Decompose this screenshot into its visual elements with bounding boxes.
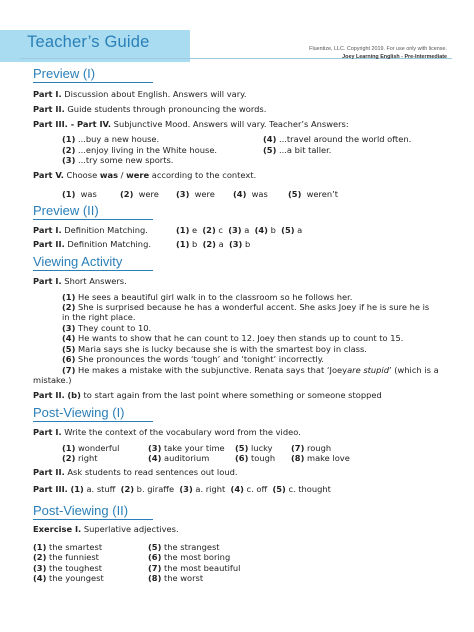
vocab-item [291, 443, 331, 453]
copyright-notice: Fluentize, LLC. Copyright 2019. For use only with license. [309, 46, 447, 52]
section-underline [33, 421, 153, 422]
answer-number: (8) [291, 453, 305, 463]
answer-italic: are stupid [347, 365, 389, 375]
answer-text: the strangest [164, 542, 220, 552]
answer-text: the toughest [49, 563, 103, 573]
answer-text: the most boring [164, 552, 231, 562]
answer-text: e [192, 225, 198, 235]
answer-item [33, 552, 99, 562]
answer-text: auditorium [164, 453, 210, 463]
vocab-item [148, 443, 225, 453]
choice-separator: / [120, 170, 124, 180]
answer-item [148, 563, 240, 573]
answer-item [62, 344, 367, 354]
answer-text: b [244, 239, 251, 249]
part-text: Write the context of the vocabulary word from the video. [64, 427, 301, 437]
choice-word: were [126, 170, 150, 180]
answer-text: They count to 10. [78, 323, 152, 333]
answer-number: (2) [62, 145, 76, 155]
part-label: Part III. - Part IV. [33, 119, 112, 129]
choice-word: was [99, 170, 119, 180]
answer-number: (3) [62, 155, 76, 165]
preview1-part5 [33, 170, 256, 180]
answer-item [62, 134, 159, 144]
answer-number: (3) [179, 484, 193, 494]
answer-item [33, 573, 104, 583]
answer-item [62, 333, 403, 343]
vocab-item [148, 453, 209, 463]
answer-number: (3) [228, 239, 243, 249]
answer-number: (6) [148, 552, 162, 562]
answer-text: tough [251, 453, 276, 463]
answer-text: ...a bit taller. [279, 145, 332, 155]
preview1-part2 [33, 104, 266, 114]
answer-number: (2) [202, 225, 216, 235]
exercise-text: Superlative adjectives. [83, 524, 179, 534]
answer-text: Maria says she is lucky because she is with the smartest boy in class. [78, 344, 367, 354]
answer-number: (1) [70, 484, 84, 494]
part-label: Part I. [33, 427, 62, 437]
answer-text: ...try some new sports. [78, 155, 174, 165]
part-text: Discussion about English. Answers will vary. [64, 89, 247, 99]
answer-number: (3) [148, 443, 162, 453]
answer-text: rough [307, 443, 332, 453]
preview2-part1 [33, 225, 148, 235]
answer-text: He sees a beautiful girl walk in to the classroom so he follows her. [78, 292, 353, 302]
part-text: Choose [66, 170, 98, 180]
viewing-part2 [33, 390, 382, 400]
answer-item [62, 323, 151, 333]
viewing-part1 [33, 276, 127, 286]
answer-number: (5) [235, 443, 249, 453]
answer-text: was [251, 189, 268, 199]
answer-number: (2) [33, 552, 47, 562]
answer-item [33, 542, 102, 552]
answer-item [148, 542, 220, 552]
answer-text: ...enjoy living in the White house. [78, 145, 218, 155]
answer-number: (b) [67, 390, 81, 400]
section-underline [33, 519, 153, 520]
answer-item [176, 189, 215, 199]
answer-number: (2) [62, 453, 76, 463]
answer-text: lucky [251, 443, 273, 453]
part-label: Part III. [33, 484, 68, 494]
answer-number: (3) [33, 563, 47, 573]
post1-part2 [33, 467, 237, 477]
answer-text: in the right place. [62, 312, 136, 322]
answer-number: (5) [62, 344, 76, 354]
answer-number: (5) [272, 484, 286, 494]
answer-number: (7) [148, 563, 162, 573]
exercise-label: Exercise I. [33, 524, 82, 534]
answer-number: (8) [148, 573, 162, 583]
part-label: Part II. [33, 390, 65, 400]
answer-text: make love [307, 453, 350, 463]
answer-item [263, 134, 411, 144]
answer-number: (2) [202, 239, 216, 249]
answer-number: (1) [176, 225, 190, 235]
vocab-item [62, 453, 98, 463]
section-underline [33, 270, 153, 271]
answer-item [62, 145, 217, 155]
answer-number: (7) [291, 443, 305, 453]
answer-number: (1) [33, 542, 47, 552]
vocab-item [62, 443, 119, 453]
answer-item [62, 292, 352, 302]
answer-text: b [192, 239, 198, 249]
answer-number: (5) [148, 542, 162, 552]
section-heading-post-viewing-1: Post-Viewing (I) [33, 405, 125, 420]
answer-number: (1) [62, 292, 76, 302]
answer-item [148, 573, 203, 583]
answer-item [233, 189, 268, 199]
answer-text: mistake.) [33, 375, 72, 385]
answer-item-continuation [33, 375, 72, 385]
answer-number: (6) [62, 354, 76, 364]
answer-item [120, 189, 159, 199]
answer-text: a [244, 225, 250, 235]
part-text: Definition Matching. [64, 225, 148, 235]
section-underline [33, 82, 153, 83]
part-label: Part I. [33, 276, 62, 286]
answer-text: was [80, 189, 97, 199]
preview1-part3-4 [33, 119, 349, 129]
answer-text: were [138, 189, 159, 199]
answer-text: the worst [164, 573, 204, 583]
part-label: Part II. [33, 104, 65, 114]
answer-number: (4) [263, 134, 277, 144]
answer-item [263, 145, 331, 155]
answer-item [62, 365, 439, 375]
vocab-item [291, 453, 350, 463]
answer-number: (1) [62, 134, 76, 144]
answer-text: weren’t [306, 189, 339, 199]
preview1-part1 [33, 89, 247, 99]
vocab-item [235, 443, 273, 453]
answer-item-continuation [62, 312, 136, 322]
answer-number: (3) [176, 189, 190, 199]
answer-number: (3) [62, 323, 76, 333]
answer-number: (4) [254, 225, 268, 235]
part-text: Ask students to read sentences out loud. [67, 467, 238, 477]
part-label: Part I. [33, 225, 62, 235]
answer-item [148, 552, 230, 562]
answer-row [176, 239, 250, 249]
answer-text: b [270, 225, 276, 235]
preview2-part2 [33, 239, 151, 249]
answer-number: (4) [233, 189, 247, 199]
answer-text: the funniest [49, 552, 99, 562]
answer-item [62, 189, 97, 199]
answer-item [62, 354, 324, 364]
answer-number: (5) [288, 189, 302, 199]
part-label: Part I. [33, 89, 62, 99]
course-title: Joey Learning English - Pre-Intermediate [342, 54, 447, 60]
part-text: Short Answers. [64, 276, 127, 286]
answer-number: (4) [230, 484, 244, 494]
answer-text: the smartest [49, 542, 103, 552]
answer-text: She pronounces the words ‘tough’ and ‘tonight’ incorrectly. [78, 354, 325, 364]
answer-number: (2) [120, 189, 134, 199]
section-heading-preview-2: Preview (II) [33, 203, 99, 218]
answer-text: She is surprised because he has a wonderful accent. She asks Joey if he is sure he is [78, 302, 430, 312]
answer-item [62, 302, 429, 312]
answer-text: were [194, 189, 215, 199]
answer-number: (6) [235, 453, 249, 463]
answer-number: (4) [33, 573, 47, 583]
answer-number: (4) [62, 333, 76, 343]
answer-text: He makes a mistake with the subjunctive. Renata says that ‘Joey [78, 365, 348, 375]
section-heading-post-viewing-2: Post-Viewing (II) [33, 503, 129, 518]
section-heading-viewing: Viewing Activity [33, 254, 123, 269]
answer-number: (4) [148, 453, 162, 463]
answer-text: c [218, 225, 223, 235]
answer-number: (1) [62, 443, 76, 453]
answer-text: take your time [164, 443, 225, 453]
answer-item [288, 189, 338, 199]
answer-number: (2) [62, 302, 76, 312]
part-text: according to the context. [151, 170, 257, 180]
answer-number: (1) [62, 189, 76, 199]
part-label: Part V. [33, 170, 64, 180]
answer-text: c. off [246, 484, 268, 494]
answer-text: wonderful [78, 443, 120, 453]
answer-text: a. right [195, 484, 226, 494]
section-underline [33, 219, 153, 220]
part-label: Part II. [33, 467, 65, 477]
answer-number: (5) [281, 225, 295, 235]
answer-text: He wants to show that he can count to 12. Joey then stands up to count to 15. [78, 333, 404, 343]
answer-text: b. giraffe [136, 484, 175, 494]
answer-number: (5) [263, 145, 277, 155]
answer-text: the most beautiful [164, 563, 241, 573]
answer-number: (3) [228, 225, 242, 235]
answer-row [176, 225, 302, 235]
answer-number: (1) [176, 239, 190, 249]
answer-text: ’ (which is a [389, 365, 439, 375]
answer-item [62, 155, 173, 165]
answer-text: right [78, 453, 98, 463]
part-text: to start again from the last point where something or someone stopped [83, 390, 382, 400]
part-text: Subjunctive Mood. Answers will vary. Teacher’s Answers: [113, 119, 349, 129]
answer-item [33, 563, 102, 573]
part-text: Guide students through pronouncing the words. [67, 104, 267, 114]
answer-number: (2) [120, 484, 135, 494]
post1-part1 [33, 427, 301, 437]
post2-exercise1 [33, 524, 179, 534]
answer-text: the youngest [49, 573, 104, 583]
answer-text: a [218, 239, 224, 249]
answer-text: c. thought [288, 484, 331, 494]
part-text: Definition Matching. [67, 239, 151, 249]
page-title: Teacher’s Guide [27, 33, 150, 51]
answer-text: ...buy a new house. [78, 134, 160, 144]
vocab-item [235, 453, 275, 463]
answer-text: ...travel around the world often. [279, 134, 412, 144]
answer-number: (7) [62, 365, 76, 375]
answer-text: a [297, 225, 303, 235]
answer-text: a. stuff [86, 484, 116, 494]
part-label: Part II. [33, 239, 65, 249]
section-heading-preview-1: Preview (I) [33, 66, 96, 81]
post1-part3 [33, 484, 331, 494]
